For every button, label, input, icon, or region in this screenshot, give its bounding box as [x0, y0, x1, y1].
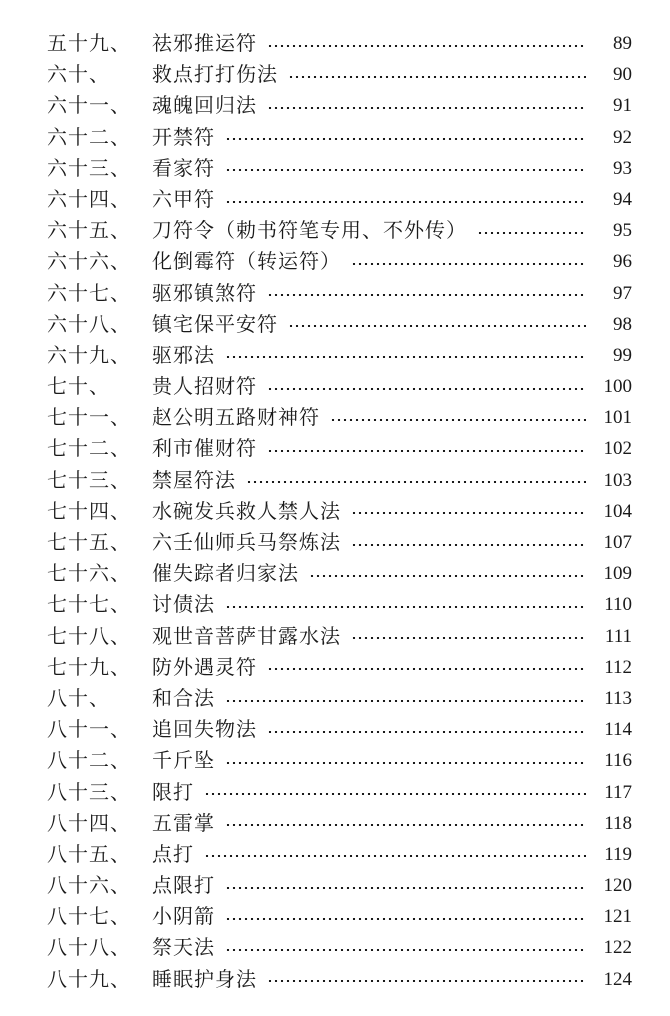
entry-number: 七十二、	[47, 436, 131, 461]
toc-entry	[0, 745, 670, 776]
entry-page-number: 118	[604, 812, 632, 834]
toc-entry	[0, 870, 670, 901]
toc-entry	[0, 465, 670, 496]
entry-title-wrap	[152, 153, 586, 184]
entry-title: 观世音菩萨甘露水法	[152, 623, 341, 648]
dot-leader	[477, 232, 586, 234]
dot-leader	[309, 575, 586, 577]
entry-title: 利市催财符	[152, 436, 257, 461]
entry-title-wrap	[152, 371, 586, 402]
entry-title: 限打	[152, 779, 194, 804]
entry-title-wrap	[152, 309, 586, 340]
entry-title-wrap	[152, 340, 586, 371]
entry-number: 八十、	[47, 685, 110, 710]
entry-number: 六十二、	[47, 124, 131, 149]
entry-number: 七十六、	[47, 561, 131, 586]
dot-leader	[351, 544, 586, 546]
toc-entry	[0, 402, 670, 433]
entry-number: 七十、	[47, 374, 110, 399]
entry-title: 魂魄回归法	[152, 93, 257, 118]
entry-title-wrap	[152, 558, 586, 589]
entry-title: 六甲符	[152, 186, 215, 211]
entry-number: 八十五、	[47, 841, 131, 866]
dot-leader	[351, 263, 586, 265]
entry-title: 睡眠护身法	[152, 966, 257, 991]
entry-page-number: 89	[613, 33, 632, 54]
dot-leader	[225, 949, 586, 951]
entry-number: 七十八、	[47, 623, 131, 648]
entry-title-wrap	[152, 621, 586, 652]
toc-entry	[0, 527, 670, 558]
entry-page-number: 102	[603, 438, 632, 460]
entry-title: 刀符令（勅书符笔专用、不外传）	[152, 218, 467, 243]
entry-title-wrap	[152, 184, 586, 215]
toc-entry	[0, 278, 670, 309]
toc-entry	[0, 777, 670, 808]
dot-leader	[267, 388, 586, 390]
entry-title-wrap	[152, 527, 586, 558]
entry-number: 八十四、	[47, 810, 131, 835]
entry-page-number: 104	[603, 500, 632, 522]
dot-leader	[351, 637, 586, 639]
dot-leader	[225, 356, 586, 358]
toc-entry	[0, 714, 670, 745]
entry-title: 禁屋符法	[152, 467, 236, 492]
toc-entry	[0, 184, 670, 215]
entry-number: 六十、	[47, 62, 110, 87]
toc-entry	[0, 28, 670, 59]
entry-page-number: 103	[603, 469, 632, 491]
toc-entry	[0, 371, 670, 402]
dot-leader	[267, 668, 586, 670]
dot-leader	[330, 419, 586, 421]
entry-title-wrap	[152, 278, 586, 309]
entry-title: 救点打打伤法	[152, 62, 278, 87]
entry-title: 开禁符	[152, 124, 215, 149]
dot-leader	[267, 107, 586, 109]
entry-page-number: 98	[613, 313, 632, 335]
entry-title-wrap	[152, 901, 586, 932]
entry-number: 七十一、	[47, 405, 131, 430]
entry-page-number: 101	[603, 407, 632, 429]
entry-page-number: 107	[603, 532, 632, 553]
entry-number: 八十六、	[47, 873, 131, 898]
entry-title: 驱邪法	[152, 342, 215, 367]
toc-entry	[0, 839, 670, 870]
entry-title: 小阴箭	[152, 904, 215, 929]
entry-page-number: 99	[613, 344, 632, 366]
entry-title: 赵公明五路财神符	[152, 405, 320, 430]
toc-entry	[0, 589, 670, 620]
entry-title-wrap	[152, 870, 586, 901]
entry-number: 八十九、	[47, 966, 131, 991]
entry-page-number: 120	[603, 875, 632, 897]
entry-title-wrap	[152, 465, 586, 496]
entry-number: 七十五、	[47, 530, 131, 554]
entry-page-number: 121	[603, 906, 632, 928]
entry-page-number: 116	[604, 750, 632, 772]
entry-page-number: 113	[604, 687, 632, 709]
entry-title: 千斤坠	[152, 748, 215, 773]
entry-number: 六十六、	[47, 249, 131, 274]
entry-title-wrap	[152, 683, 586, 714]
entry-number: 六十八、	[47, 311, 131, 336]
entry-title-wrap	[152, 932, 586, 963]
entry-page-number: 117	[604, 781, 632, 803]
toc-entry	[0, 309, 670, 340]
entry-number: 六十四、	[47, 186, 131, 211]
entry-title-wrap	[152, 745, 586, 776]
entry-title: 五雷掌	[152, 810, 215, 835]
toc-entry	[0, 901, 670, 932]
entry-page-number: 100	[603, 376, 632, 398]
entry-page-number: 112	[604, 656, 632, 678]
entry-page-number: 109	[603, 563, 632, 585]
entry-page-number: 95	[613, 220, 632, 242]
toc-entry	[0, 683, 670, 714]
dot-leader	[225, 824, 586, 826]
entry-title: 追回失物法	[152, 717, 257, 742]
entry-title-wrap	[152, 589, 586, 620]
entry-page-number: 97	[613, 282, 632, 304]
entry-page-number: 90	[613, 64, 632, 86]
entry-title-wrap	[152, 122, 586, 153]
entry-number: 七十七、	[47, 592, 131, 617]
toc-entry	[0, 808, 670, 839]
entry-title: 六壬仙师兵马祭炼法	[152, 530, 341, 554]
toc-entry	[0, 652, 670, 683]
dot-leader	[225, 762, 586, 764]
toc-entry	[0, 153, 670, 184]
toc-entry	[0, 90, 670, 121]
dot-leader	[225, 169, 586, 171]
entry-page-number: 111	[604, 625, 632, 647]
entry-title-wrap	[152, 496, 586, 527]
entry-page-number: 122	[603, 937, 632, 959]
dot-leader	[267, 731, 586, 733]
dot-leader	[225, 606, 586, 608]
dot-leader	[267, 450, 586, 452]
entry-title-wrap	[152, 839, 586, 870]
entry-number: 八十二、	[47, 748, 131, 773]
dot-leader	[351, 512, 586, 514]
entry-title-wrap	[152, 777, 586, 808]
dot-leader	[225, 138, 586, 140]
entry-number: 七十四、	[47, 498, 131, 523]
entry-title-wrap	[152, 246, 586, 277]
entry-number: 七十三、	[47, 467, 131, 492]
entry-title: 看家符	[152, 155, 215, 180]
dot-leader	[267, 294, 586, 296]
toc-entry	[0, 932, 670, 963]
entry-page-number: 114	[604, 719, 632, 741]
entry-number: 六十九、	[47, 342, 131, 367]
entry-title: 镇宅保平安符	[152, 311, 278, 336]
entry-number: 六十三、	[47, 155, 131, 180]
entry-page-number: 92	[613, 126, 632, 148]
toc-entry	[0, 433, 670, 464]
dot-leader	[225, 201, 586, 203]
entry-title-wrap	[152, 28, 586, 59]
toc-entry	[0, 59, 670, 90]
dot-leader	[288, 325, 586, 327]
entry-title-wrap	[152, 402, 586, 433]
entry-number: 六十七、	[47, 280, 131, 305]
table-of-contents	[0, 28, 670, 995]
dot-leader	[225, 918, 586, 920]
entry-page-number: 93	[613, 157, 632, 179]
dot-leader	[267, 45, 586, 47]
entry-number: 六十五、	[47, 218, 131, 243]
entry-title: 防外遇灵符	[152, 654, 257, 679]
dot-leader	[204, 855, 586, 857]
entry-page-number: 110	[604, 594, 632, 616]
entry-title: 祛邪推运符	[152, 31, 257, 55]
entry-page-number: 96	[613, 251, 632, 273]
entry-title-wrap	[152, 652, 586, 683]
entry-title-wrap	[152, 90, 586, 121]
entry-title-wrap	[152, 59, 586, 90]
toc-entry	[0, 340, 670, 371]
entry-title-wrap	[152, 964, 586, 995]
entry-page-number: 91	[613, 95, 632, 117]
entry-number: 八十三、	[47, 779, 131, 804]
entry-number: 六十一、	[47, 93, 131, 118]
entry-title: 和合法	[152, 685, 215, 710]
toc-entry	[0, 496, 670, 527]
dot-leader	[225, 887, 586, 889]
toc-entry	[0, 246, 670, 277]
dot-leader	[246, 481, 586, 483]
entry-page-number: 119	[604, 843, 632, 865]
entry-number: 八十一、	[47, 717, 131, 742]
entry-number: 八十七、	[47, 904, 131, 929]
dot-leader	[267, 980, 586, 982]
entry-number: 五十九、	[47, 31, 131, 55]
entry-title: 讨债法	[152, 592, 215, 617]
entry-title: 化倒霉符（转运符）	[152, 249, 341, 274]
toc-entry	[0, 964, 670, 995]
entry-number: 七十九、	[47, 654, 131, 679]
entry-title: 点限打	[152, 873, 215, 898]
entry-title-wrap	[152, 714, 586, 745]
entry-title: 点打	[152, 841, 194, 866]
entry-title-wrap	[152, 215, 586, 246]
entry-title: 水碗发兵救人禁人法	[152, 498, 341, 523]
entry-title: 催失踪者归家法	[152, 561, 299, 586]
entry-title: 贵人招财符	[152, 374, 257, 399]
entry-page-number: 94	[613, 188, 632, 210]
entry-title-wrap	[152, 433, 586, 464]
dot-leader	[204, 793, 586, 795]
dot-leader	[288, 76, 586, 78]
toc-entry	[0, 558, 670, 589]
toc-entry	[0, 621, 670, 652]
entry-title: 祭天法	[152, 935, 215, 960]
dot-leader	[225, 700, 586, 702]
entry-number: 八十八、	[47, 935, 131, 960]
entry-title: 驱邪镇煞符	[152, 280, 257, 305]
entry-page-number: 124	[603, 968, 632, 990]
entry-title-wrap	[152, 808, 586, 839]
toc-entry	[0, 215, 670, 246]
toc-entry	[0, 122, 670, 153]
